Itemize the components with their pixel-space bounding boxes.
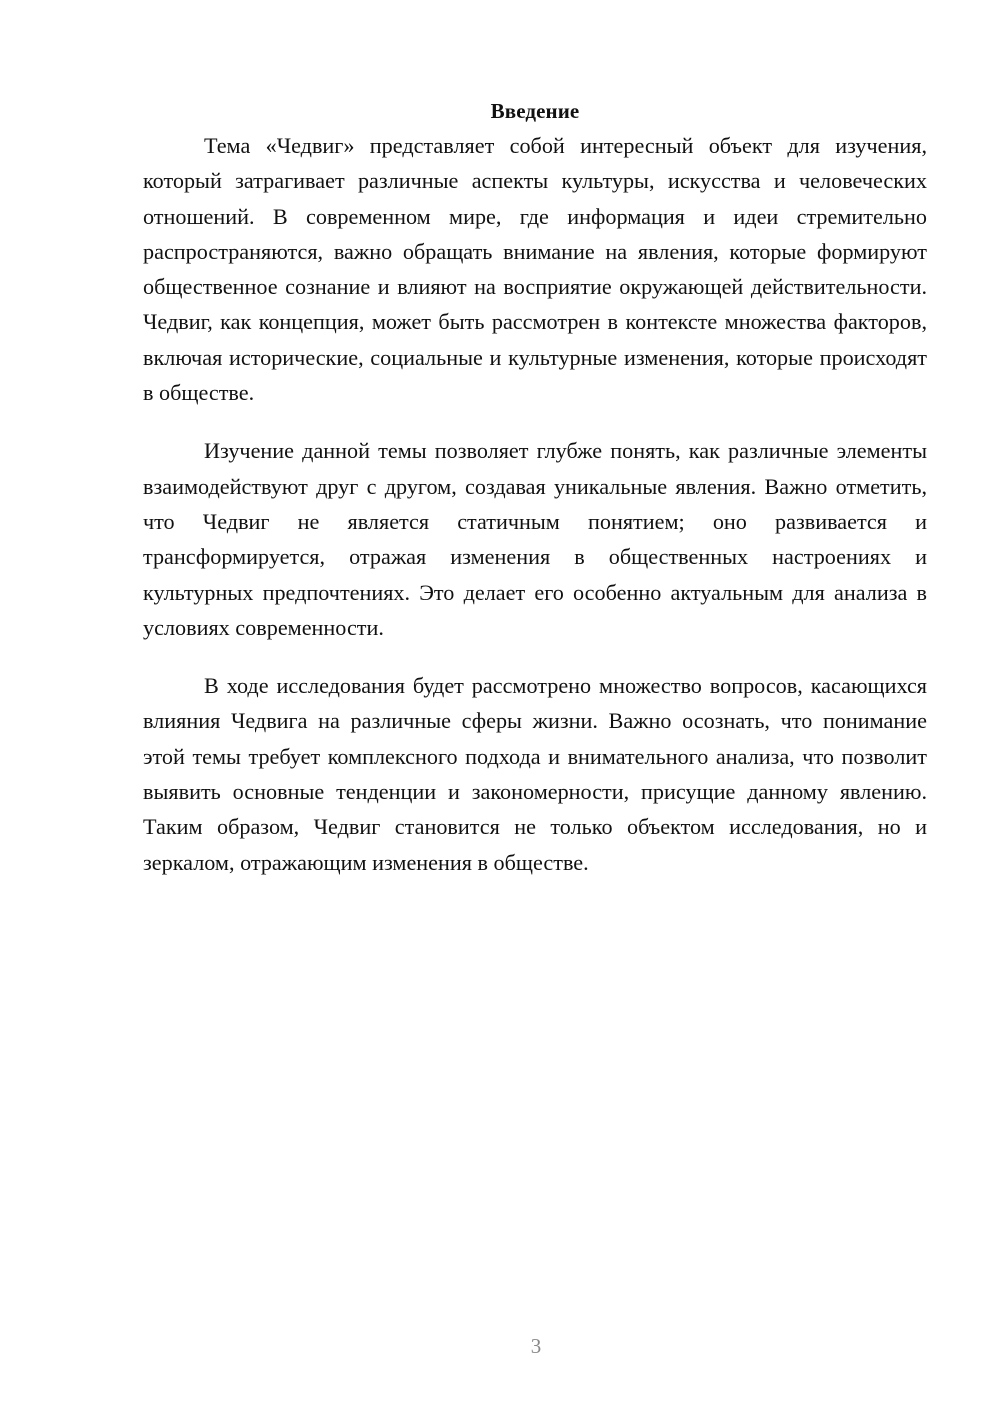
paragraph-2: Изучение данной темы позволяет глубже понять, как различные элементы взаимодействуют друг с другом, создавая уникальные явления. Важно отметить, что Чедвиг не является статичным понятием; оно развивается и трансформируется, отражая изменения в общественных настроениях и культурных предпочтениях. Это делает его особенно актуальным для анализа в условиях современности.: [143, 438, 927, 640]
page-number: 3: [530, 1334, 542, 1358]
paragraph-3: В ходе исследования будет рассмотрено множество вопросов, касающихся влияния Чедвига на различные сферы жизни. Важно осознать, что понимание этой темы требует комплексного подхода и внимательного анализа, что позволит выявить основные тенденции и закономерности, присущие данному явлению. Таким образом, Чедвиг становится не только объектом исследования, но и зеркалом, отражающим изменения в обществе.: [143, 673, 927, 875]
page-body: [143, 96, 927, 903]
section-heading: Введение: [490, 99, 580, 123]
paragraph-1: Тема «Чедвиг» представляет собой интересный объект для изучения, который затрагивает различные аспекты культуры, искусства и человеческих отношений. В современном мире, где информация и идеи стремительно распространяются, важно обращать внимание на явления, которые формируют общественное сознание и влияют на восприятие окружающей действительности. Чедвиг, как концепция, может быть рассмотрен в контексте множества факторов, включая исторические, социальные и культурные изменения, которые происходят в обществе.: [143, 133, 927, 406]
